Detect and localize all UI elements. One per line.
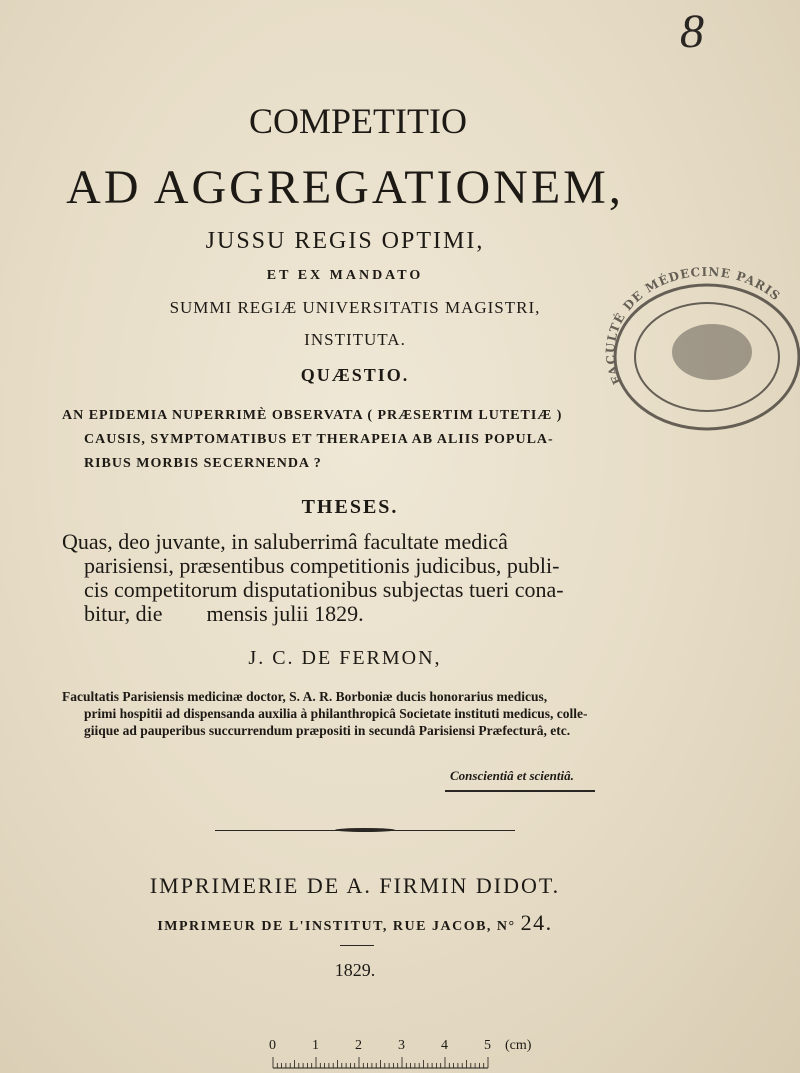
printer-address-number: 24. [520, 910, 553, 935]
author-name: J. C. DE FERMON, [248, 647, 442, 669]
scale-tick-label: 4 [441, 1038, 448, 1053]
scale-tick-label: 2 [355, 1038, 362, 1053]
title-summi-regiae: SUMMI REGIÆ UNIVERSITATIS MAGISTRI, [169, 298, 541, 317]
title-competitio: COMPETITIO [249, 101, 467, 141]
question-line: CAUSIS, SYMPTOMATIBUS ET THERAPEIA AB ALIIS POPULA- [84, 432, 554, 447]
question-heading: QUÆSTIO. [300, 365, 410, 385]
title-ex-mandato: ET EX MANDATO [266, 268, 424, 283]
title-aggregationem: AD AGGREGATIONEM, [66, 161, 624, 214]
question-line: AN EPIDEMIA NUPERRIMÈ OBSERVATA ( PRÆSERTIM LUTETIÆ ) [62, 408, 563, 423]
handwritten-number: 8 [680, 5, 704, 58]
motto-underline [445, 790, 595, 792]
theses-line: Quas, deo juvante, in saluberrimâ facultate medicâ [62, 529, 508, 554]
credentials-line: Facultatis Parisiensis medicinæ doctor, S. A. R. Borboniæ ducis honorarius medicus, [62, 689, 548, 704]
ornamental-rule [215, 830, 515, 831]
scale-unit: (cm) [505, 1038, 532, 1053]
theses-line: parisiensi, præsentibus competitionis judicibus, publi- [84, 553, 560, 578]
printer-address-text: IMPRIMEUR DE L'INSTITUT, RUE JACOB, N° [157, 919, 521, 934]
motto: Conscientiâ et scientiâ. [450, 768, 574, 783]
library-stamp-icon [597, 262, 800, 432]
theses-line: cis competitorum disputationibus subjectas tueri cona- [84, 577, 564, 602]
scale-tick-label: 5 [484, 1038, 491, 1053]
title-instituta: INSTITUTA. [304, 330, 406, 349]
scale-ruler [265, 1056, 497, 1070]
credentials-line: primi hospitii ad dispensanda auxilia à philanthropicâ Societate instituti medicus, colle- [84, 706, 588, 721]
author-credentials [62, 688, 642, 739]
question-line: RIBUS MORBIS SECERNENDA ? [84, 456, 322, 471]
credentials-line: giique ad pauperibus succurrendum præpositi in secundâ Parisiensi Præfecturâ, etc. [84, 723, 571, 738]
printer-address [0, 910, 755, 936]
scale-tick-label: 3 [398, 1038, 405, 1053]
scale-tick-label: 0 [269, 1038, 276, 1053]
title-jussu-regis: JUSSU REGIS OPTIMI, [205, 228, 485, 254]
scale-tick-label: 1 [312, 1038, 319, 1053]
printer-name: IMPRIMERIE DE A. FIRMIN DIDOT. [149, 873, 561, 898]
question-text [62, 404, 632, 476]
stamp-text: FACULTÉ DE MÉDECINE PARIS [603, 264, 784, 387]
theses-heading: THESES. [301, 496, 399, 518]
theses-text [62, 530, 634, 626]
publication-year: 1829. [334, 960, 376, 980]
scale-bar [265, 1038, 555, 1068]
theses-line: bitur, die mensis julii 1829. [84, 601, 364, 626]
short-rule [340, 945, 374, 946]
